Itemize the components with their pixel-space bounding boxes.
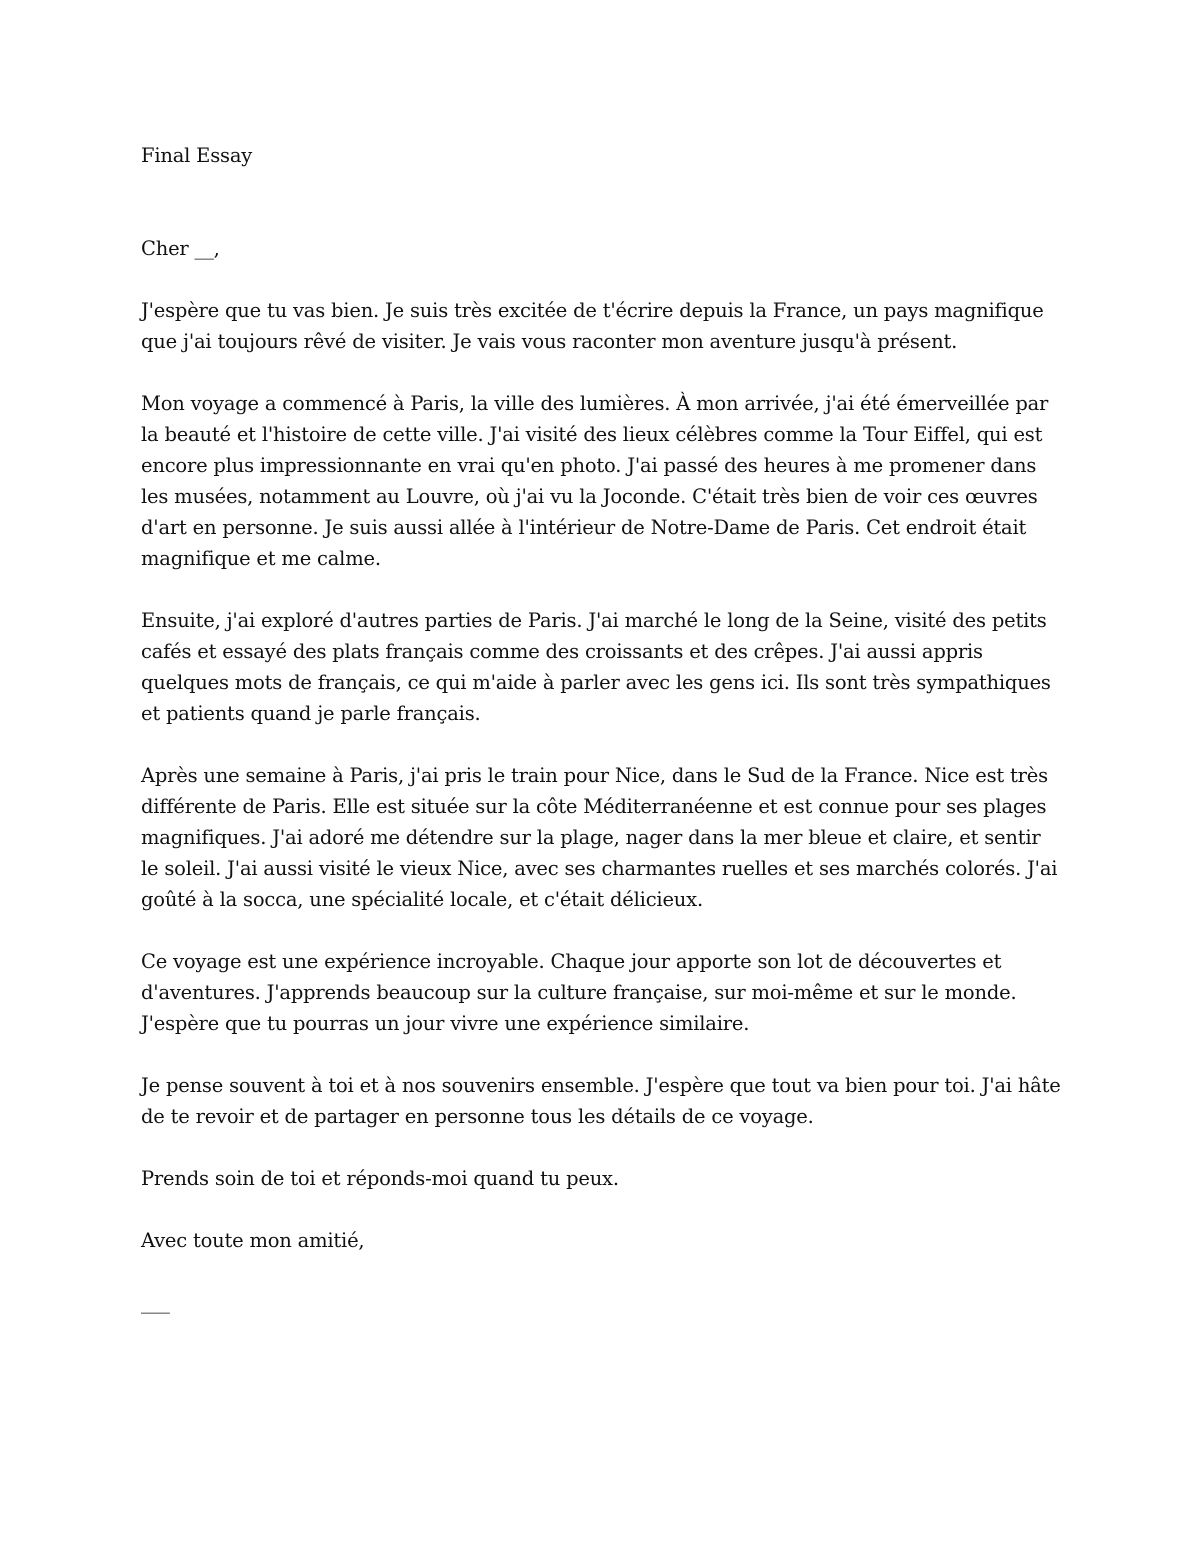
salutation: Cher __,: [141, 237, 220, 260]
paragraph-intro: J'espère que tu vas bien. Je suis très excitée de t'écrire depuis la France, un pays magnifique que j'ai toujours rêvé de visiter. Je vais vous raconter mon aventure jusqu'à présent.: [141, 299, 1044, 353]
closing-line: Avec toute mon amitié,: [141, 1229, 365, 1252]
paragraph-nice: Après une semaine à Paris, j'ai pris le train pour Nice, dans le Sud de la France. Nice est très différente de Paris. Elle est située sur la côte Méditerranéenne et est connue pour ses plages magnifiques. J'ai adoré me détendre sur la plage, nager dans la mer bleue et claire, et sentir le soleil. J'ai aussi visité le vieux Nice, avec ses charmantes ruelles et ses marchés colorés. J'ai goûté à la socca, une spécialité locale, et c'était délicieux.: [141, 764, 1058, 911]
essay-title: Final Essay: [141, 144, 253, 167]
paragraph-reply-request: Prends soin de toi et réponds-moi quand tu peux.: [141, 1167, 619, 1190]
paragraph-exploration: Ensuite, j'ai exploré d'autres parties de Paris. J'ai marché le long de la Seine, visité des petits cafés et essayé des plats français comme des croissants et des crêpes. J'ai aussi appris quelques mots de français, ce qui m'aide à parler avec les gens ici. Ils sont très sympathiques et patients quand je parle français.: [141, 609, 1051, 725]
signature-blank: ___: [141, 1291, 170, 1314]
paragraph-personal-note: Je pense souvent à toi et à nos souvenirs ensemble. J'espère que tout va bien pour toi. J'ai hâte de te revoir et de partager en personne tous les détails de ce voyage.: [141, 1074, 1061, 1128]
paragraph-reflection: Ce voyage est une expérience incroyable. Chaque jour apporte son lot de découvertes et d'aventures. J'apprends beaucoup sur la culture française, sur moi-même et sur le monde. J'espère que tu pourras un jour vivre une expérience similaire.: [141, 950, 1017, 1035]
paragraph-paris: Mon voyage a commencé à Paris, la ville des lumières. À mon arrivée, j'ai été émerveillée par la beauté et l'histoire de cette ville. J'ai visité des lieux célèbres comme la Tour Eiffel, qui est encore plus impressionnante en vrai qu'en photo. J'ai passé des heures à me promener dans les musées, notamment au Louvre, où j'ai vu la Joconde. C'était très bien de voir ces œuvres d'art en personne. Je suis aussi allée à l'intérieur de Notre-Dame de Paris. Cet endroit était magnifique et me calme.: [141, 392, 1049, 570]
essay-body: [141, 140, 1061, 1318]
